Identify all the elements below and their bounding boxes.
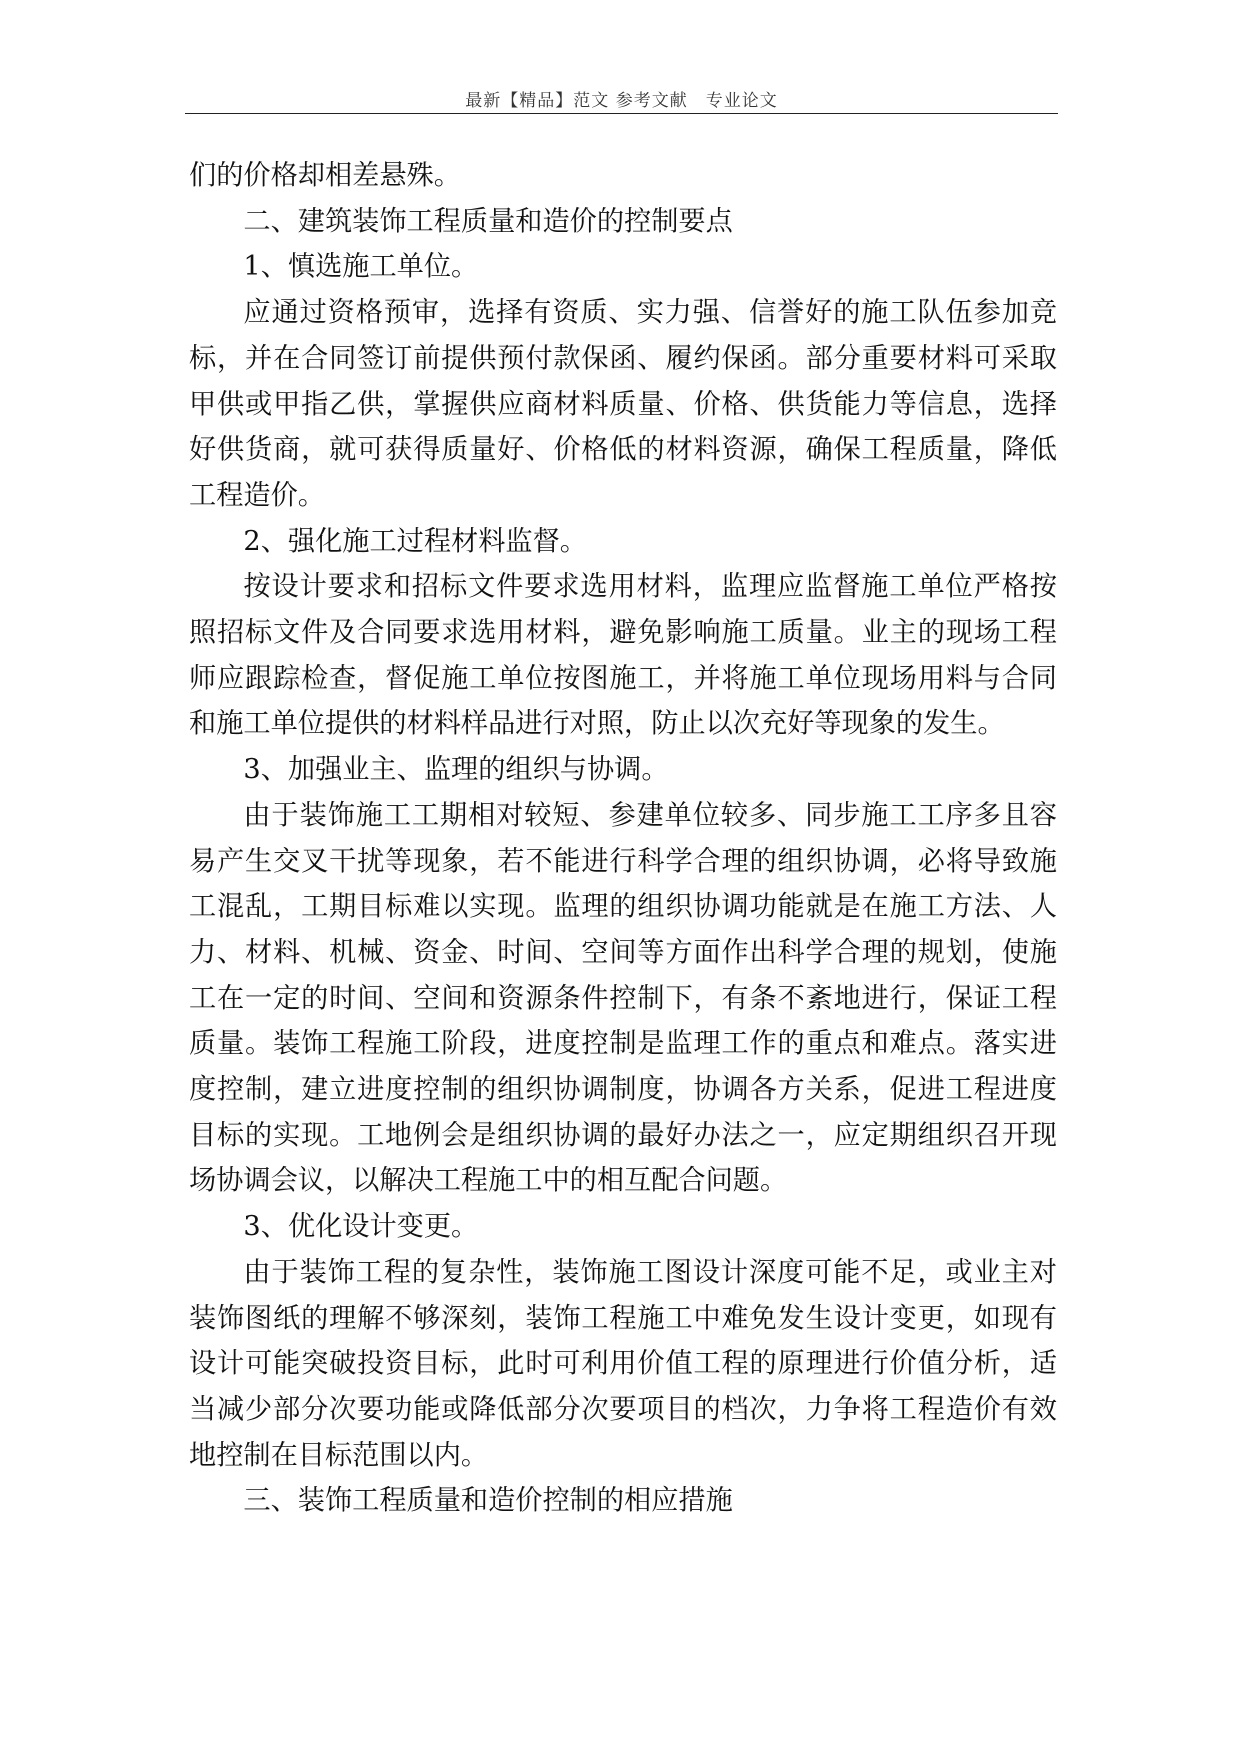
subheading-3b: 3、优化设计变更。 [243, 1211, 479, 1243]
paragraph: 由于装饰施工工期相对较短、参建单位较多、同步施工工序多且容易产生交叉干扰等现象，若不能进行科学合理的组织协调，必将导致施工混乱，工期目标难以实现。监理的组织协调功能就是在施工方法、人力、材料、机械、资金、时间、空间等方面作出科学合理的规划，使施工在一定的时间、空间和资源条件控制下，有条不紊地进行，保证工程质量。装饰工程施工阶段，进度控制是监理工作的重点和难点。落实进度控制，建立进度控制的组织协调制度，协调各方关系，促进工程进度目标的实现。工地例会是组织协调的最好办法之一，应定期组织召开现场协调会议，以解决工程施工中的相互配合问题。 [189, 799, 1057, 1197]
subheading-3: 3、加强业主、监理的组织与协调。 [243, 754, 669, 786]
page-header: 最新【精品】范文 参考文献 专业论文 [465, 91, 778, 111]
subheading-1: 1、慎选施工单位。 [243, 251, 479, 283]
subheading-2: 2、强化施工过程材料监督。 [243, 525, 587, 557]
section-heading-2: 二、建筑装饰工程质量和造价的控制要点 [243, 205, 733, 237]
document-body [189, 153, 1057, 1524]
paragraph: 按设计要求和招标文件要求选用材料，监理应监督施工单位严格按照招标文件及合同要求选用材料，避免影响施工质量。业主的现场工程师应跟踪检查，督促施工单位按图施工，并将施工单位现场用料与合同和施工单位提供的材料样品进行对照，防止以次充好等现象的发生。 [189, 571, 1057, 740]
paragraph: 由于装饰工程的复杂性，装饰施工图设计深度可能不足，或业主对装饰图纸的理解不够深刻，装饰工程施工中难免发生设计变更，如现有设计可能突破投资目标，此时可利用价值工程的原理进行价值分析，适当减少部分次要功能或降低部分次要项目的档次，力争将工程造价有效地控制在目标范围以内。 [189, 1256, 1057, 1471]
paragraph: 应通过资格预审，选择有资质、实力强、信誉好的施工队伍参加竞标，并在合同签订前提供预付款保函、履约保函。部分重要材料可采取甲供或甲指乙供，掌握供应商材料质量、价格、供货能力等信息，选择好供货商，就可获得质量好、价格低的材料资源，确保工程质量，降低工程造价。 [189, 297, 1057, 511]
paragraph-continuation: 们的价格却相差悬殊。 [189, 160, 461, 191]
header-divider [185, 113, 1058, 114]
section-heading-3: 三、装饰工程质量和造价控制的相应措施 [243, 1485, 733, 1517]
